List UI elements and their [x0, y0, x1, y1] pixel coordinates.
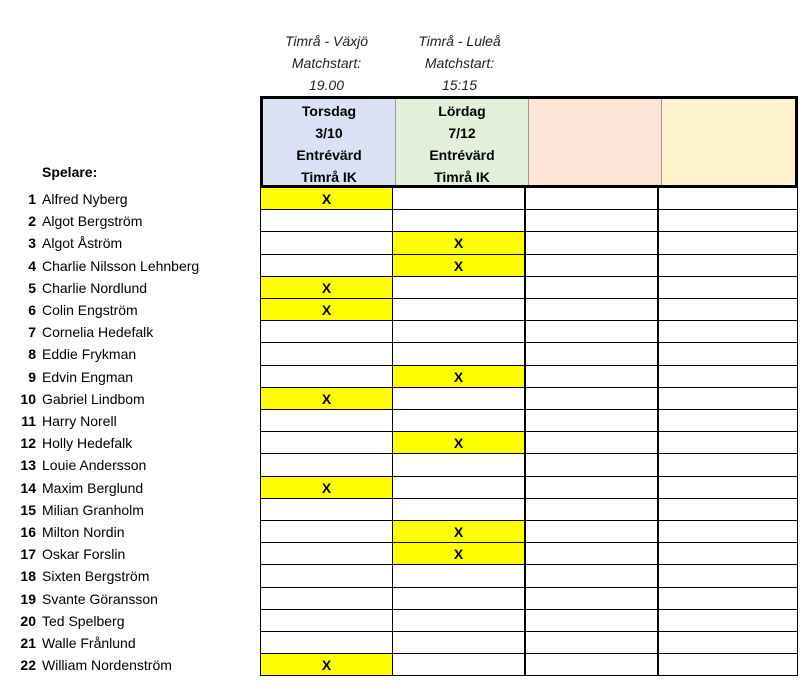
- schedule-cell[interactable]: [525, 410, 658, 432]
- player-name: Cornelia Hedefalk: [42, 324, 154, 341]
- player-number: 12: [20, 435, 36, 452]
- player-number: 17: [20, 546, 36, 563]
- schedule-cell[interactable]: [525, 521, 658, 543]
- player-name: Charlie Nordlund: [42, 279, 148, 296]
- table-row: [0, 543, 806, 565]
- player-number: 2: [28, 213, 36, 230]
- header-day: Torsdag: [301, 103, 357, 119]
- player-number: 22: [20, 657, 36, 674]
- player-name: Colin Engström: [42, 302, 138, 318]
- header-date: 7/12: [448, 125, 476, 141]
- schedule-cell[interactable]: [525, 499, 658, 521]
- schedule-cell[interactable]: [658, 255, 798, 277]
- player-number: 15: [20, 501, 36, 518]
- match-start-label: Matchstart:: [291, 55, 362, 71]
- player-name: Eddie Frykman: [42, 346, 137, 363]
- schedule-cell[interactable]: [525, 588, 658, 610]
- table-row: [0, 499, 806, 521]
- schedule-cell[interactable]: [658, 343, 798, 365]
- table-row: [0, 188, 806, 210]
- schedule-cell[interactable]: [658, 432, 798, 454]
- table-row: [0, 277, 806, 299]
- player-name: Ted Spelberg: [42, 612, 125, 629]
- player-number: 7: [28, 324, 36, 341]
- player-name: Svante Göransson: [42, 590, 158, 607]
- schedule-cell[interactable]: [260, 521, 393, 543]
- schedule-cell[interactable]: X: [392, 543, 525, 565]
- table-row: [0, 654, 806, 676]
- schedule-cell[interactable]: [525, 477, 658, 499]
- schedule-cell[interactable]: [525, 255, 658, 277]
- player-number: 14: [20, 479, 36, 496]
- schedule-cell[interactable]: X: [260, 654, 393, 676]
- schedule-cell[interactable]: [658, 499, 798, 521]
- match-start-label: Matchstart:: [424, 55, 495, 71]
- header-team: Timrå IK: [434, 169, 490, 185]
- schedule-cell[interactable]: [392, 188, 525, 210]
- schedule-cell[interactable]: [525, 277, 658, 299]
- player-number: 5: [28, 279, 36, 296]
- schedule-cell[interactable]: [260, 343, 393, 365]
- schedule-cell[interactable]: X: [260, 388, 393, 410]
- schedule-cell[interactable]: [392, 277, 525, 299]
- player-name: Holly Hedefalk: [42, 435, 133, 452]
- schedule-cell[interactable]: [260, 454, 393, 476]
- schedule-cell[interactable]: [658, 588, 798, 610]
- schedule-cell[interactable]: [658, 210, 798, 232]
- schedule-cell[interactable]: [658, 521, 798, 543]
- player-name: Edvin Engman: [42, 368, 134, 385]
- schedule-cell[interactable]: [392, 210, 525, 232]
- schedule-cell[interactable]: [525, 210, 658, 232]
- schedule-cell[interactable]: [525, 366, 658, 388]
- schedule-cell[interactable]: [392, 299, 525, 321]
- schedule-cell[interactable]: [525, 454, 658, 476]
- match-info-1: [260, 30, 393, 96]
- player-name: Sixten Bergström: [42, 568, 150, 585]
- schedule-cell[interactable]: [392, 632, 525, 654]
- schedule-cell[interactable]: [260, 321, 393, 343]
- schedule-cell[interactable]: [658, 654, 798, 676]
- schedule-cell[interactable]: [392, 588, 525, 610]
- schedule-cell[interactable]: [260, 366, 393, 388]
- schedule-cell[interactable]: [260, 232, 393, 254]
- schedule-cell[interactable]: [392, 477, 525, 499]
- header-date: 3/10: [315, 125, 343, 141]
- table-row: [0, 610, 806, 632]
- match-teams: Timrå - Luleå: [418, 33, 501, 49]
- schedule-cell[interactable]: [260, 410, 393, 432]
- player-name: Louie Andersson: [42, 457, 147, 474]
- column-header-1[interactable]: [263, 99, 396, 185]
- player-name: Gabriel Lindbom: [42, 390, 145, 407]
- schedule-cell[interactable]: [260, 432, 393, 454]
- schedule-cell[interactable]: [260, 565, 393, 587]
- schedule-cell[interactable]: [260, 499, 393, 521]
- player-name: Walle Frånlund: [42, 635, 136, 651]
- schedule-cell[interactable]: [658, 454, 798, 476]
- schedule-cell[interactable]: X: [260, 188, 393, 210]
- table-row: [0, 299, 806, 321]
- schedule-cell[interactable]: [260, 255, 393, 277]
- match-start-time: 19.00: [308, 77, 345, 93]
- player-number: 18: [20, 568, 36, 585]
- schedule-cell[interactable]: [658, 299, 798, 321]
- schedule-cell[interactable]: [392, 610, 525, 632]
- table-row: [0, 232, 806, 254]
- match-info-2: [393, 30, 526, 96]
- schedule-cell[interactable]: X: [392, 366, 525, 388]
- player-name: Milton Nordin: [42, 524, 125, 540]
- schedule-cell[interactable]: [260, 588, 393, 610]
- schedule-cell[interactable]: [392, 499, 525, 521]
- schedule-cell[interactable]: [658, 188, 798, 210]
- schedule-cell[interactable]: [658, 277, 798, 299]
- schedule-cell[interactable]: X: [260, 277, 393, 299]
- header-day: Lördag: [438, 103, 486, 119]
- schedule-cell[interactable]: [525, 188, 658, 210]
- player-name: Algot Åström: [42, 235, 123, 252]
- player-number: 16: [20, 524, 36, 540]
- player-name: William Nordenström: [42, 657, 172, 674]
- player-number: 8: [28, 346, 36, 363]
- table-row: [0, 255, 806, 277]
- player-name: Alfred Nyberg: [42, 191, 128, 207]
- player-number: 9: [28, 368, 36, 385]
- table-row: [0, 210, 806, 232]
- schedule-cell[interactable]: [392, 410, 525, 432]
- column-header-4[interactable]: [662, 99, 795, 185]
- schedule-cell[interactable]: X: [260, 299, 393, 321]
- schedule-cell[interactable]: X: [392, 255, 525, 277]
- schedule-cell[interactable]: [658, 477, 798, 499]
- player-number: 6: [28, 302, 36, 318]
- schedule-cell[interactable]: [658, 388, 798, 410]
- schedule-cell[interactable]: [260, 610, 393, 632]
- player-name: Maxim Berglund: [42, 479, 144, 496]
- table-row: [0, 477, 806, 499]
- table-row: [0, 321, 806, 343]
- player-name: Algot Bergström: [42, 213, 143, 230]
- schedule-cell[interactable]: X: [392, 521, 525, 543]
- schedule-cell[interactable]: [260, 632, 393, 654]
- schedule-cell[interactable]: [392, 388, 525, 410]
- schedule-cell[interactable]: [260, 543, 393, 565]
- table-row: [0, 588, 806, 610]
- schedule-cell[interactable]: [525, 610, 658, 632]
- schedule-cell[interactable]: [392, 343, 525, 365]
- schedule-cell[interactable]: [658, 366, 798, 388]
- schedule-cell[interactable]: [525, 432, 658, 454]
- header-role: Entrévärd: [429, 147, 495, 163]
- table-row: [0, 565, 806, 587]
- player-number: 21: [20, 635, 36, 651]
- player-name: Harry Norell: [42, 413, 117, 429]
- column-header-2[interactable]: [396, 99, 529, 185]
- player-name: Milian Granholm: [42, 501, 144, 518]
- schedule-cell[interactable]: [392, 454, 525, 476]
- schedule-cell[interactable]: [658, 610, 798, 632]
- player-number: 20: [20, 612, 36, 629]
- schedule-cell[interactable]: [525, 632, 658, 654]
- schedule-cell[interactable]: [525, 232, 658, 254]
- table-row: [0, 343, 806, 365]
- player-number: 1: [28, 191, 36, 207]
- schedule-cell[interactable]: [658, 632, 798, 654]
- schedule-cell[interactable]: [658, 565, 798, 587]
- match-start-time: 15:15: [441, 77, 478, 93]
- player-number: 4: [28, 257, 36, 274]
- player-number: 3: [28, 235, 36, 252]
- table-row: [0, 432, 806, 454]
- player-name: Charlie Nilsson Lehnberg: [42, 257, 200, 274]
- schedule-header: [260, 96, 798, 188]
- player-number: 11: [21, 413, 36, 429]
- schedule-cell[interactable]: [525, 299, 658, 321]
- schedule-cell[interactable]: [658, 232, 798, 254]
- schedule-cell[interactable]: [392, 321, 525, 343]
- schedule-cell[interactable]: X: [392, 432, 525, 454]
- schedule-cell[interactable]: [658, 543, 798, 565]
- schedule-cell[interactable]: X: [392, 232, 525, 254]
- player-number: 13: [20, 457, 36, 474]
- schedule-cell[interactable]: [392, 654, 525, 676]
- schedule-cell[interactable]: [525, 654, 658, 676]
- schedule-cell[interactable]: [525, 343, 658, 365]
- table-row: [0, 410, 806, 432]
- schedule-cell[interactable]: [525, 543, 658, 565]
- schedule-cell[interactable]: [658, 410, 798, 432]
- schedule-cell[interactable]: [525, 565, 658, 587]
- player-name: Oskar Forslin: [42, 546, 126, 563]
- schedule-cell[interactable]: [525, 321, 658, 343]
- player-number: 19: [20, 590, 36, 607]
- table-row: [0, 521, 806, 543]
- match-teams: Timrå - Växjö: [284, 33, 369, 49]
- table-row: [0, 632, 806, 654]
- schedule-cell[interactable]: [260, 210, 393, 232]
- header-team: Timrå IK: [301, 169, 357, 185]
- schedule-cell[interactable]: [392, 565, 525, 587]
- table-row: [0, 366, 806, 388]
- header-role: Entrévärd: [296, 147, 362, 163]
- table-row: [0, 454, 806, 476]
- schedule-cell[interactable]: [525, 388, 658, 410]
- players-label: Spelare:: [42, 164, 98, 180]
- schedule-cell[interactable]: [658, 321, 798, 343]
- schedule-cell[interactable]: X: [260, 477, 393, 499]
- column-header-3[interactable]: [529, 99, 662, 185]
- table-row: [0, 388, 806, 410]
- player-number: 10: [20, 390, 36, 407]
